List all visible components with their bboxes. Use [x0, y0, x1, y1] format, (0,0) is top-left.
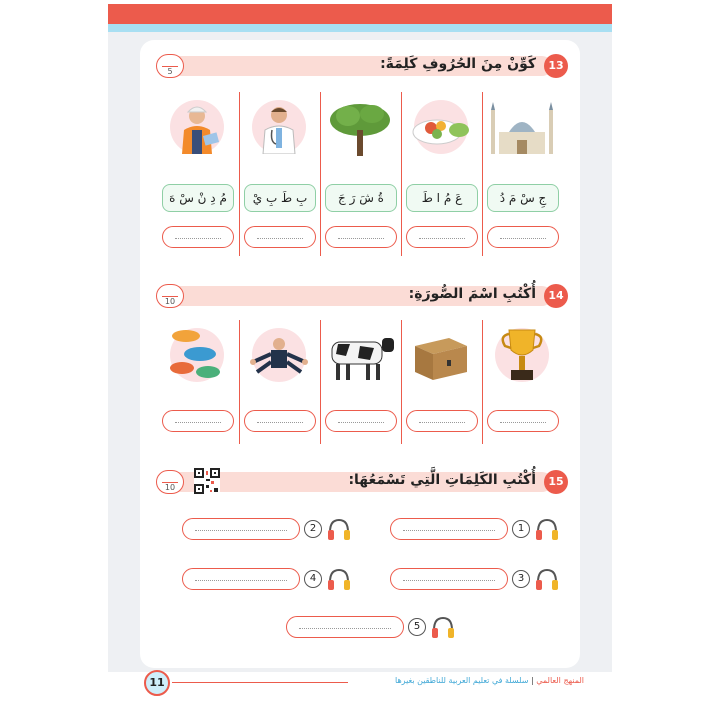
top-blue-bar — [108, 24, 612, 32]
score-value: 5 — [167, 67, 173, 76]
wooden-box-picture — [414, 328, 468, 382]
workbook-page — [108, 4, 612, 716]
answer-field[interactable] — [182, 568, 300, 590]
score-badge — [156, 284, 184, 308]
listen-item-4 — [182, 568, 354, 590]
footer-separator: | — [530, 676, 534, 685]
fish-picture — [170, 328, 224, 382]
listen-item-1 — [390, 518, 562, 540]
exercise-14-header — [156, 284, 568, 308]
ex14-column-trophy — [482, 320, 560, 444]
answer-field[interactable] — [406, 226, 478, 248]
footer-divider — [172, 682, 348, 683]
tree-picture — [333, 100, 387, 154]
item-number: 4 — [304, 570, 322, 588]
page-number: 11 — [144, 670, 170, 696]
ex14-column-fish — [158, 320, 236, 444]
ex13-column-doctor — [239, 92, 317, 256]
letters-box: عَ مُ ا طَ — [406, 184, 478, 212]
listen-item-3 — [390, 568, 562, 590]
footer-series: سلسلة في تعليم العربية للناطقين بغيرها — [395, 676, 529, 685]
headphones-icon[interactable] — [326, 516, 352, 542]
food-plate-picture — [414, 100, 468, 154]
answer-field[interactable] — [487, 410, 559, 432]
listen-item-5 — [286, 616, 458, 638]
item-number: 1 — [512, 520, 530, 538]
exercise-number: 14 — [544, 284, 568, 308]
ex14-column-cow — [320, 320, 398, 444]
letters-box: مُ دِ نْ سْ هَ — [162, 184, 234, 212]
businessmen-picture — [252, 328, 306, 382]
engineer-picture — [170, 100, 224, 154]
exercise-number: 13 — [544, 54, 568, 78]
letters-box: بِ طَ بِ يْ — [244, 184, 316, 212]
score-value: 10 — [164, 297, 176, 306]
headphones-icon[interactable] — [326, 566, 352, 592]
answer-field[interactable] — [244, 226, 316, 248]
mosque-picture — [495, 100, 549, 154]
answer-field[interactable] — [325, 226, 397, 248]
answer-field[interactable] — [406, 410, 478, 432]
footer-brand: المنهج العالمي — [536, 676, 584, 685]
headphones-icon[interactable] — [430, 614, 456, 640]
ex13-column-food — [401, 92, 479, 256]
cow-picture — [333, 328, 387, 382]
exercise-13-header — [156, 54, 568, 78]
answer-field[interactable] — [162, 226, 234, 248]
answer-field[interactable] — [487, 226, 559, 248]
item-number: 3 — [512, 570, 530, 588]
letters-box: ةُ شَ رَ جَ — [325, 184, 397, 212]
footer-caption — [395, 676, 584, 692]
doctor-picture — [252, 100, 306, 154]
headphones-icon[interactable] — [534, 566, 560, 592]
listen-item-2 — [182, 518, 354, 540]
answer-field[interactable] — [286, 616, 404, 638]
headphones-icon[interactable] — [534, 516, 560, 542]
score-badge — [156, 470, 184, 494]
ex14-column-box — [401, 320, 479, 444]
score-badge — [156, 54, 184, 78]
ex13-column-mosque — [482, 92, 560, 256]
ex13-column-tree — [320, 92, 398, 256]
exercise-title: أُكْتُبِ الكَلِمَاتِ الَّتِي تَسْمَعُهَا: — [348, 472, 536, 488]
answer-field[interactable] — [390, 518, 508, 540]
answer-field[interactable] — [390, 568, 508, 590]
exercise-title: أُكْتُبِ اسْمَ الصُّورَةِ: — [408, 286, 536, 302]
answer-field[interactable] — [162, 410, 234, 432]
ex14-column-businessmen — [239, 320, 317, 444]
answer-field[interactable] — [244, 410, 316, 432]
exercise-title: كَوِّنْ مِنَ الحُرُوفِ كَلِمَةً: — [380, 56, 536, 72]
score-value: 10 — [164, 483, 176, 492]
top-red-bar — [108, 4, 612, 24]
answer-field[interactable] — [325, 410, 397, 432]
exercise-number: 15 — [544, 470, 568, 494]
answer-field[interactable] — [182, 518, 300, 540]
letters-box: جِ سْ مَ دُ — [487, 184, 559, 212]
item-number: 2 — [304, 520, 322, 538]
qr-code-icon[interactable] — [194, 468, 220, 494]
trophy-picture — [495, 328, 549, 382]
ex13-column-engineer — [158, 92, 236, 256]
item-number: 5 — [408, 618, 426, 636]
